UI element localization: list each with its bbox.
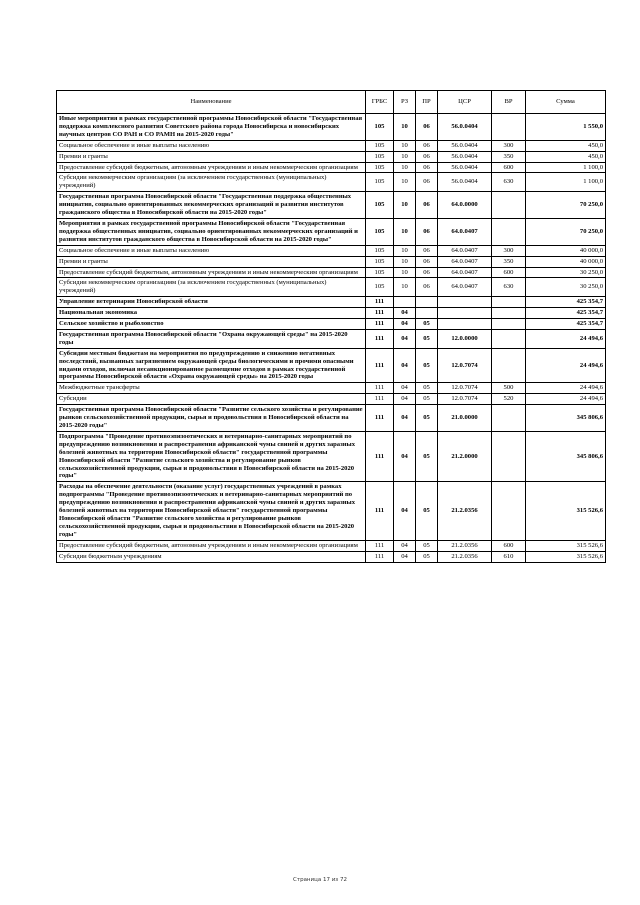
cell-csr: 21.2.0000 xyxy=(438,431,492,481)
cell-sum: 1 100,0 xyxy=(526,162,606,173)
table-row xyxy=(57,431,606,481)
cell-grbs: 111 xyxy=(366,431,394,481)
cell-grbs: 105 xyxy=(366,114,394,141)
cell-pr: 05 xyxy=(416,431,438,481)
cell-name: Государственная программа Новосибирской области "Развитие сельского хозяйства и регулирование рынков сельскохозяйственной продукции, сырья и продовольствия в Новосибирской области на 2015-2020 годы" xyxy=(57,405,366,432)
cell-pr: 05 xyxy=(416,540,438,551)
cell-vr xyxy=(492,297,526,308)
column-header-vr: ВР xyxy=(492,91,526,114)
table-row xyxy=(57,278,606,297)
cell-rz: 10 xyxy=(394,162,416,173)
cell-grbs: 105 xyxy=(366,192,394,219)
cell-pr: 06 xyxy=(416,256,438,267)
cell-csr: 64.0.0407 xyxy=(438,256,492,267)
cell-csr xyxy=(438,308,492,319)
cell-vr: 600 xyxy=(492,267,526,278)
cell-rz: 04 xyxy=(394,329,416,348)
cell-sum: 40 000,0 xyxy=(526,245,606,256)
cell-csr: 21.2.0356 xyxy=(438,482,492,540)
cell-csr: 56.0.0404 xyxy=(438,140,492,151)
cell-name: Предоставление субсидий бюджетным, автономным учреждениям и иным некоммерческим организациям xyxy=(57,162,366,173)
table-row xyxy=(57,482,606,540)
budget-table xyxy=(56,90,606,563)
cell-vr xyxy=(492,348,526,383)
table-row xyxy=(57,348,606,383)
cell-csr: 21.2.0356 xyxy=(438,551,492,562)
table-header-row xyxy=(57,91,606,114)
table-row xyxy=(57,256,606,267)
cell-pr: 05 xyxy=(416,319,438,330)
cell-csr: 12.0.7074 xyxy=(438,348,492,383)
cell-rz: 04 xyxy=(394,551,416,562)
cell-grbs: 105 xyxy=(366,218,394,245)
cell-csr: 12.0.7074 xyxy=(438,394,492,405)
cell-sum: 40 000,0 xyxy=(526,256,606,267)
cell-pr: 05 xyxy=(416,383,438,394)
table-row xyxy=(57,245,606,256)
cell-name: Субсидии бюджетным учреждениям xyxy=(57,551,366,562)
cell-sum: 450,0 xyxy=(526,140,606,151)
cell-pr: 05 xyxy=(416,551,438,562)
cell-grbs: 111 xyxy=(366,394,394,405)
table-row xyxy=(57,267,606,278)
cell-vr: 630 xyxy=(492,173,526,192)
cell-pr: 05 xyxy=(416,348,438,383)
cell-sum: 24 494,6 xyxy=(526,394,606,405)
cell-name: Социальное обеспечение и иные выплаты населению xyxy=(57,140,366,151)
cell-sum: 30 250,0 xyxy=(526,278,606,297)
cell-vr xyxy=(492,218,526,245)
column-header-sum: Сумма xyxy=(526,91,606,114)
cell-csr xyxy=(438,297,492,308)
cell-grbs: 111 xyxy=(366,348,394,383)
column-header-rz: РЗ xyxy=(394,91,416,114)
cell-csr: 64.0.0407 xyxy=(438,278,492,297)
table-row xyxy=(57,297,606,308)
cell-pr: 06 xyxy=(416,245,438,256)
cell-name: Социальное обеспечение и иные выплаты населению xyxy=(57,245,366,256)
cell-grbs: 111 xyxy=(366,383,394,394)
cell-csr: 56.0.0404 xyxy=(438,173,492,192)
cell-name: Расходы на обеспечение деятельности (оказание услуг) государственных учреждений в рамках подпрограммы "Проведение противоэпизоотических и ветеринарно-санитарных мероприятий по предупреждению возникновения и распространения африканской чумы свиней и других заразных болезней животных на территории Новосибирской области" государственной программы Новосибирской области "Развитие сельского хозяйства и регулирование рынков сельскохозяйственной продукции, сырья и продовольствия в Новосибирской области на 2015-2020 годы" xyxy=(57,482,366,540)
cell-pr: 05 xyxy=(416,329,438,348)
cell-name: Национальная экономика xyxy=(57,308,366,319)
table-row xyxy=(57,383,606,394)
cell-rz: 04 xyxy=(394,308,416,319)
cell-csr: 21.0.0000 xyxy=(438,405,492,432)
table-row xyxy=(57,405,606,432)
cell-csr: 21.2.0356 xyxy=(438,540,492,551)
cell-sum: 315 526,6 xyxy=(526,551,606,562)
cell-rz: 10 xyxy=(394,245,416,256)
cell-rz: 10 xyxy=(394,256,416,267)
cell-vr xyxy=(492,431,526,481)
table-row xyxy=(57,151,606,162)
table-row xyxy=(57,308,606,319)
cell-name: Премии и гранты xyxy=(57,256,366,267)
table-row xyxy=(57,540,606,551)
cell-name: Подпрограмма "Проведение противоэпизоотических и ветеринарно-санитарных мероприятий по предупреждению возникновения и распространения африканской чумы свиней и других заразных болезней животных на территории Новосибирской области" государственной программы Новосибирской области "Развитие сельского хозяйства и регулирование рынков сельскохозяйственной продукции, сырья и продовольствия в Новосибирской области на 2015-2020 годы" xyxy=(57,431,366,481)
cell-csr: 56.0.0404 xyxy=(438,114,492,141)
cell-rz: 10 xyxy=(394,173,416,192)
cell-csr: 64.0.0407 xyxy=(438,267,492,278)
cell-rz: 04 xyxy=(394,348,416,383)
cell-grbs: 105 xyxy=(366,245,394,256)
cell-csr: 64.0.0407 xyxy=(438,245,492,256)
cell-sum: 345 806,6 xyxy=(526,431,606,481)
cell-csr: 64.0.0407 xyxy=(438,218,492,245)
cell-sum: 1 550,0 xyxy=(526,114,606,141)
cell-name: Межбюджетные трансферты xyxy=(57,383,366,394)
cell-grbs: 111 xyxy=(366,319,394,330)
cell-sum: 425 354,7 xyxy=(526,297,606,308)
cell-rz: 04 xyxy=(394,405,416,432)
table-row xyxy=(57,162,606,173)
cell-rz: 04 xyxy=(394,319,416,330)
cell-rz: 04 xyxy=(394,383,416,394)
cell-pr: 06 xyxy=(416,218,438,245)
cell-pr xyxy=(416,308,438,319)
cell-sum: 30 250,0 xyxy=(526,267,606,278)
cell-pr: 06 xyxy=(416,192,438,219)
cell-grbs: 105 xyxy=(366,162,394,173)
table-row xyxy=(57,551,606,562)
cell-pr: 05 xyxy=(416,482,438,540)
cell-rz: 10 xyxy=(394,192,416,219)
cell-sum: 70 250,0 xyxy=(526,192,606,219)
table-row xyxy=(57,173,606,192)
cell-grbs: 105 xyxy=(366,140,394,151)
cell-grbs: 111 xyxy=(366,297,394,308)
cell-grbs: 111 xyxy=(366,308,394,319)
table-row xyxy=(57,319,606,330)
cell-vr xyxy=(492,405,526,432)
column-header-pr: ПР xyxy=(416,91,438,114)
cell-grbs: 105 xyxy=(366,151,394,162)
column-header-name: Наименование xyxy=(57,91,366,114)
cell-vr: 520 xyxy=(492,394,526,405)
cell-rz: 04 xyxy=(394,431,416,481)
cell-grbs: 111 xyxy=(366,405,394,432)
cell-name: Сельское хозяйство и рыболовство xyxy=(57,319,366,330)
cell-rz: 10 xyxy=(394,140,416,151)
table-row xyxy=(57,140,606,151)
table-row xyxy=(57,218,606,245)
cell-vr: 610 xyxy=(492,551,526,562)
cell-rz: 04 xyxy=(394,482,416,540)
cell-vr: 630 xyxy=(492,278,526,297)
cell-name: Иные мероприятия в рамках государственной программы Новосибирской области "Государственная поддержка комплексного развития Советского района города Новосибирска и новосибирских научных центров СО РАН и СО РАМН на 2015-2020 годы" xyxy=(57,114,366,141)
cell-pr: 06 xyxy=(416,173,438,192)
cell-csr: 56.0.0404 xyxy=(438,151,492,162)
cell-rz: 10 xyxy=(394,151,416,162)
cell-name: Субсидии некоммерческим организациям (за исключением государственных (муниципальных) учреждений) xyxy=(57,278,366,297)
cell-sum: 450,0 xyxy=(526,151,606,162)
cell-sum: 425 354,7 xyxy=(526,319,606,330)
cell-grbs: 105 xyxy=(366,267,394,278)
cell-vr: 600 xyxy=(492,162,526,173)
cell-rz: 10 xyxy=(394,114,416,141)
cell-rz: 10 xyxy=(394,278,416,297)
column-header-grbs: ГРБС xyxy=(366,91,394,114)
table-row xyxy=(57,192,606,219)
column-header-csr: ЦСР xyxy=(438,91,492,114)
cell-csr: 12.0.7074 xyxy=(438,383,492,394)
cell-pr: 06 xyxy=(416,140,438,151)
table-row xyxy=(57,329,606,348)
cell-name: Предоставление субсидий бюджетным, автономным учреждениям и иным некоммерческим организациям xyxy=(57,540,366,551)
cell-grbs: 105 xyxy=(366,256,394,267)
cell-pr: 06 xyxy=(416,114,438,141)
cell-vr: 300 xyxy=(492,140,526,151)
cell-pr: 05 xyxy=(416,394,438,405)
table-row xyxy=(57,114,606,141)
cell-rz: 04 xyxy=(394,394,416,405)
table-row xyxy=(57,394,606,405)
cell-grbs: 111 xyxy=(366,329,394,348)
page-footer: Страница 17 из 72 xyxy=(293,877,347,883)
cell-vr: 350 xyxy=(492,256,526,267)
cell-vr: 300 xyxy=(492,245,526,256)
cell-pr: 05 xyxy=(416,405,438,432)
cell-csr: 64.0.0000 xyxy=(438,192,492,219)
cell-rz: 10 xyxy=(394,218,416,245)
cell-vr xyxy=(492,308,526,319)
cell-sum: 315 526,6 xyxy=(526,540,606,551)
cell-grbs: 105 xyxy=(366,173,394,192)
cell-name: Субсидии местным бюджетам на мероприятия по предупреждению и снижению негативных последствий, вызванных загрязнением окружающей среды биологическими и прочими опасными видами отходов, включая несанкционированное размещение отходов в рамках государственной программы Новосибирской области «Охрана окружающей среды» на 2015-2020 годы xyxy=(57,348,366,383)
cell-name: Предоставление субсидий бюджетным, автономным учреждениям и иным некоммерческим организациям xyxy=(57,267,366,278)
cell-name: Субсидии xyxy=(57,394,366,405)
cell-pr: 06 xyxy=(416,151,438,162)
cell-rz: 10 xyxy=(394,267,416,278)
cell-rz xyxy=(394,297,416,308)
cell-csr: 12.0.0000 xyxy=(438,329,492,348)
cell-vr xyxy=(492,319,526,330)
cell-vr: 350 xyxy=(492,151,526,162)
cell-name: Государственная программа Новосибирской области "Государственная поддержка общественных инициатив, социально ориентированных некоммерческих организаций и развития институтов гражданского общества в Новосибирской области на 2015-2020 годы" xyxy=(57,192,366,219)
cell-vr xyxy=(492,114,526,141)
cell-sum: 24 494,6 xyxy=(526,329,606,348)
cell-name: Государственная программа Новосибирской области "Охрана окружающей среды" на 2015-2020 годы xyxy=(57,329,366,348)
cell-vr xyxy=(492,192,526,219)
cell-name: Управление ветеринарии Новосибирской области xyxy=(57,297,366,308)
cell-csr: 56.0.0404 xyxy=(438,162,492,173)
cell-rz: 04 xyxy=(394,540,416,551)
cell-csr xyxy=(438,319,492,330)
cell-name: Премии и гранты xyxy=(57,151,366,162)
cell-sum: 1 100,0 xyxy=(526,173,606,192)
cell-sum: 345 806,6 xyxy=(526,405,606,432)
cell-vr xyxy=(492,329,526,348)
cell-pr: 06 xyxy=(416,278,438,297)
cell-sum: 70 250,0 xyxy=(526,218,606,245)
cell-pr: 06 xyxy=(416,267,438,278)
cell-sum: 425 354,7 xyxy=(526,308,606,319)
cell-sum: 24 494,6 xyxy=(526,348,606,383)
cell-grbs: 111 xyxy=(366,551,394,562)
cell-sum: 315 526,6 xyxy=(526,482,606,540)
cell-pr xyxy=(416,297,438,308)
cell-name: Мероприятия в рамках государственной программы Новосибирской области "Государственная поддержка общественных инициатив, социально ориентированных некоммерческих организаций и развития институтов гражданского общества в Новосибирской области на 2015-2020 годы" xyxy=(57,218,366,245)
cell-vr: 600 xyxy=(492,540,526,551)
cell-grbs: 111 xyxy=(366,482,394,540)
cell-vr xyxy=(492,482,526,540)
cell-vr: 500 xyxy=(492,383,526,394)
cell-pr: 06 xyxy=(416,162,438,173)
cell-grbs: 105 xyxy=(366,278,394,297)
cell-grbs: 111 xyxy=(366,540,394,551)
cell-name: Субсидии некоммерческим организациям (за исключением государственных (муниципальных) учреждений) xyxy=(57,173,366,192)
cell-sum: 24 494,6 xyxy=(526,383,606,394)
